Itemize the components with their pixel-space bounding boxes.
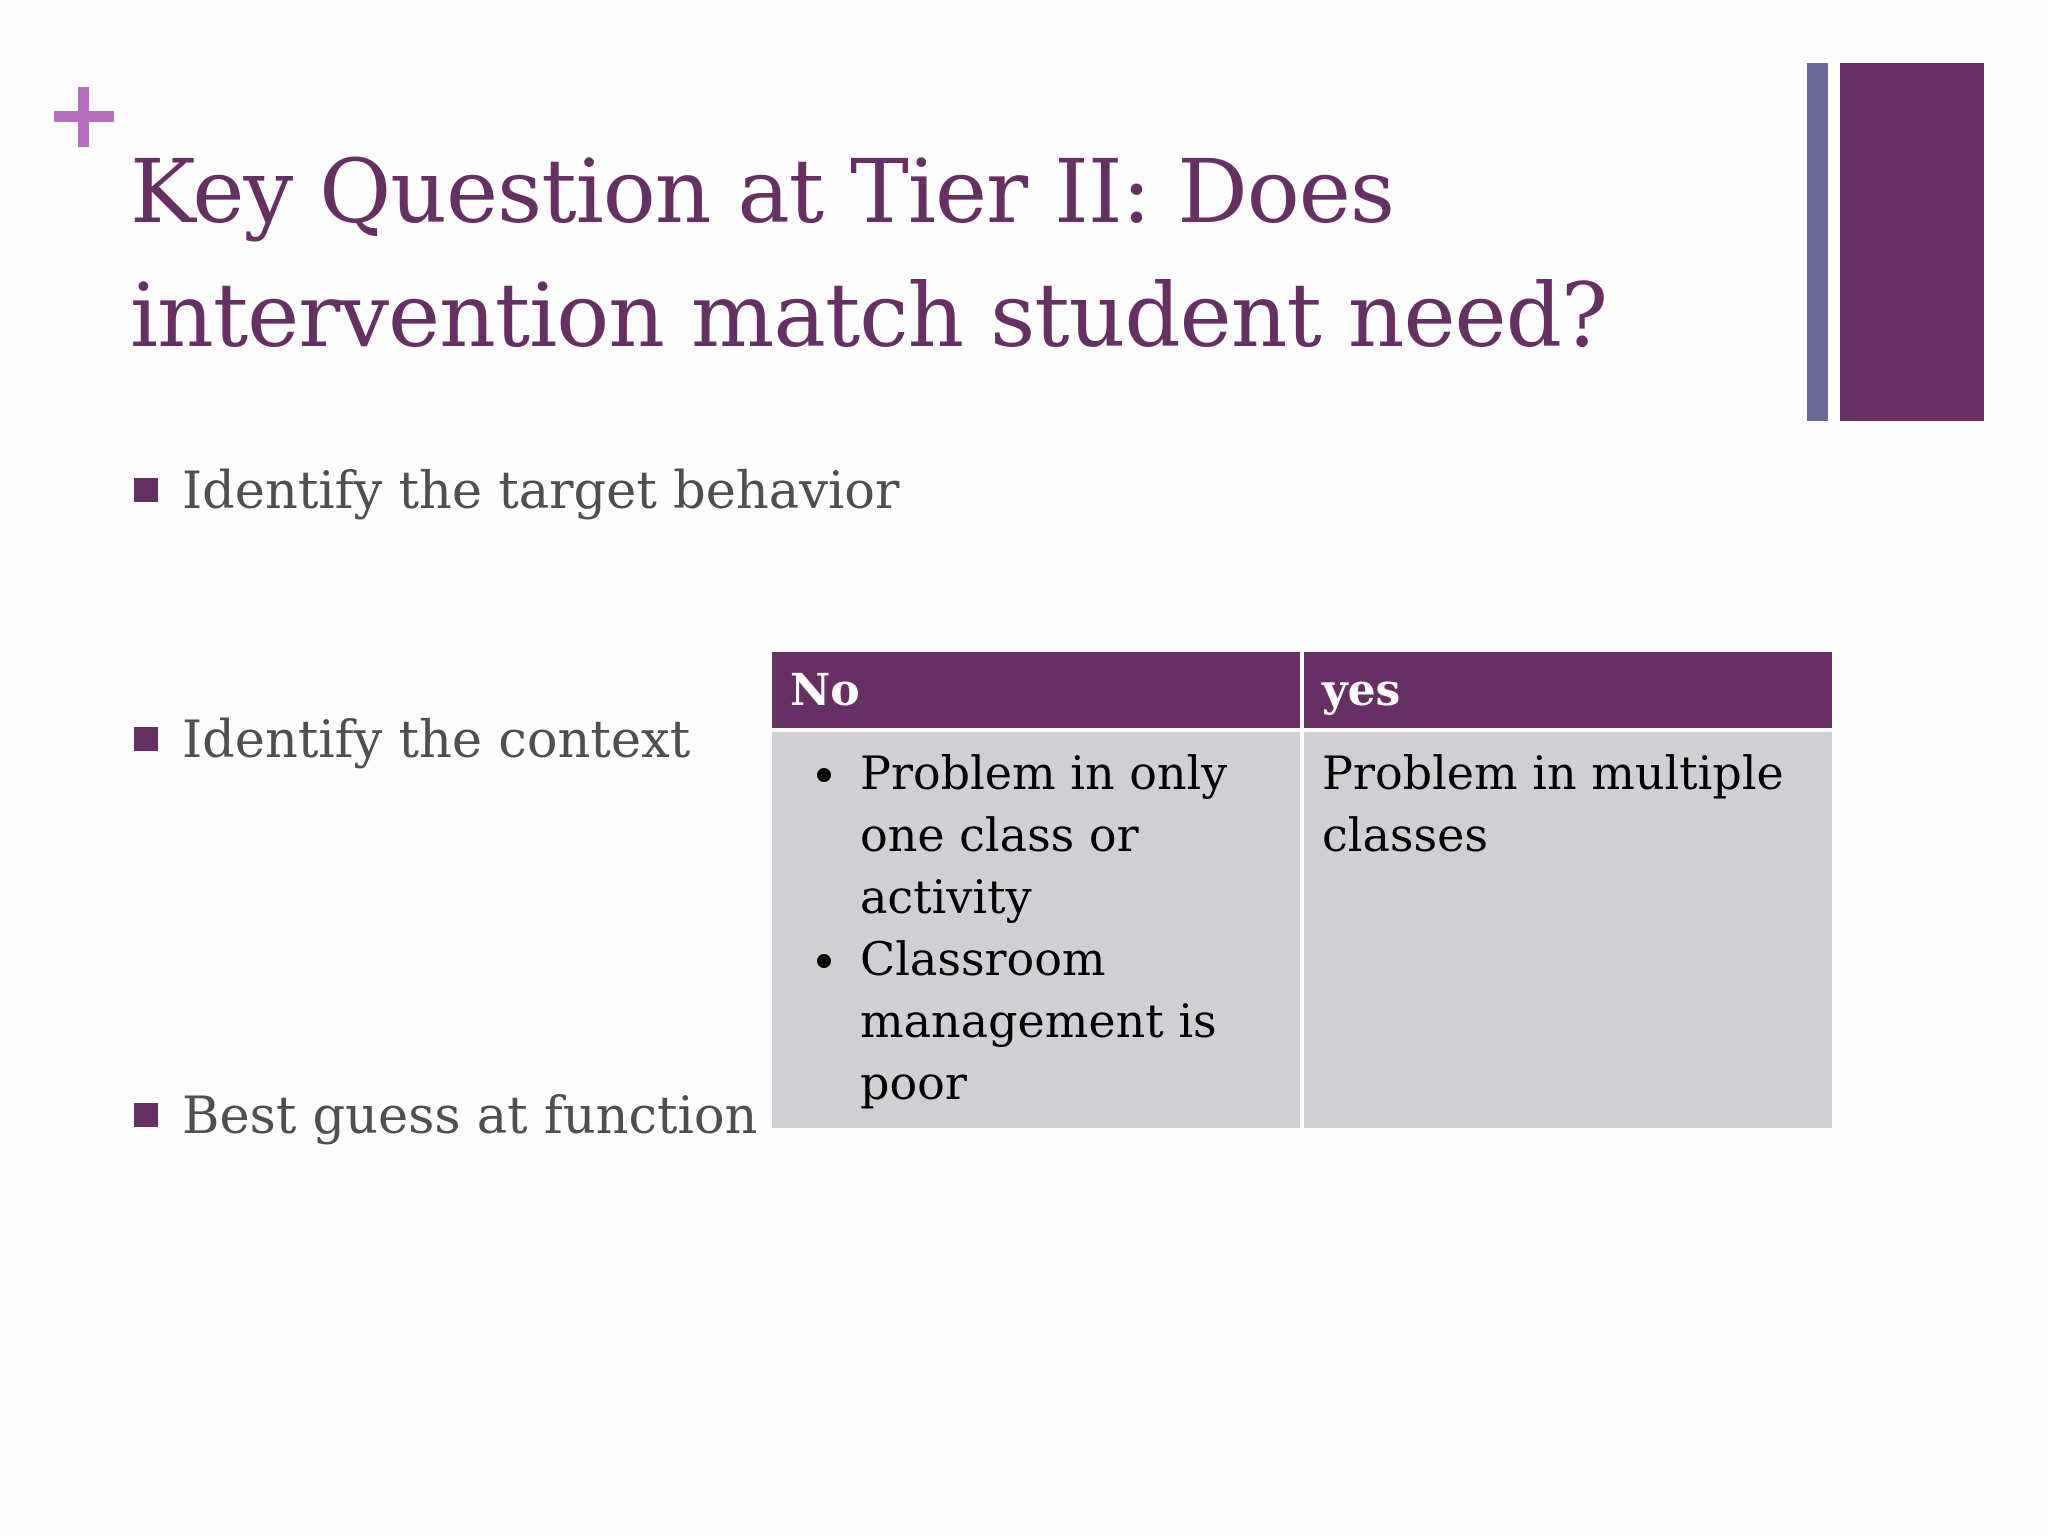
square-bullet-icon xyxy=(134,1103,158,1127)
table-row xyxy=(772,732,1832,1128)
bullet-item-target-behavior xyxy=(134,462,899,522)
square-bullet-icon xyxy=(134,478,158,502)
corner-accent-bar-thin xyxy=(1807,63,1828,421)
bullet-text: Identify the target behavior xyxy=(182,462,900,521)
bullet-item-function xyxy=(134,1087,757,1147)
plus-icon-vertical xyxy=(78,87,89,147)
list-item: • Problem in only one class or activity xyxy=(852,742,1282,928)
bullet-text: Identify the context xyxy=(182,711,691,770)
no-cell-list xyxy=(790,742,1282,1114)
bullet-text: Best guess at function xyxy=(182,1087,758,1146)
slide-title: Key Question at Tier II: Does intervention match student need? xyxy=(130,140,1608,367)
context-table xyxy=(768,648,1836,1132)
plus-icon xyxy=(54,87,114,147)
table-header-row xyxy=(772,652,1832,728)
table-cell-no xyxy=(772,732,1300,1128)
table-cell-yes: Problem in multiple classes xyxy=(1304,732,1832,1128)
bullet-item-context xyxy=(134,711,690,771)
table-header-no: No xyxy=(772,652,1300,728)
table-header-yes: yes xyxy=(1304,652,1832,728)
list-item: • Classroom management is poor xyxy=(852,928,1282,1114)
square-bullet-icon xyxy=(134,727,158,751)
corner-accent-bar-wide xyxy=(1840,63,1984,421)
